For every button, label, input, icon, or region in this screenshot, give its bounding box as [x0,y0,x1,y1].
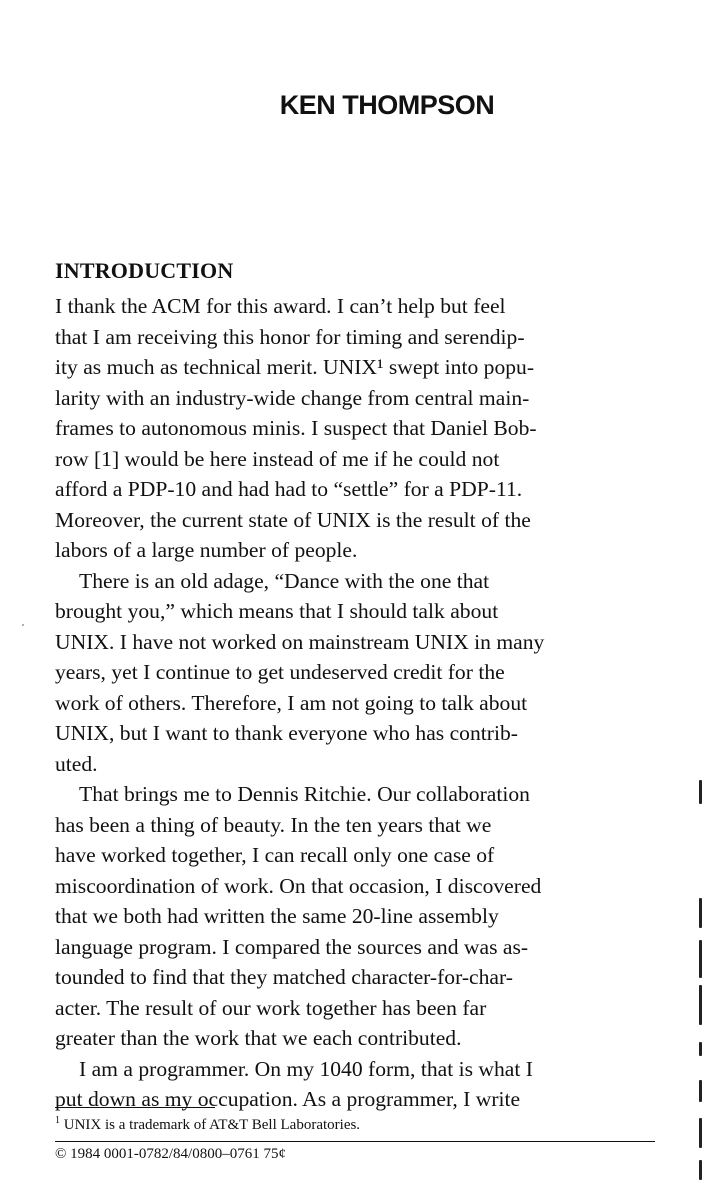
text-line: I thank the ACM for this award. I can’t help but feel [55,294,506,318]
footnote-rule [55,1107,215,1108]
scan-speck [22,624,24,626]
text-line: years, yet I continue to get undeserved credit for the [55,660,505,684]
text-line: That brings me to Dennis Ritchie. Our collaboration [79,782,530,806]
text-line: There is an old adage, “Dance with the one that [79,568,490,593]
author-name: KEN THOMPSON [279,90,495,120]
paragraph [55,779,655,1054]
text-line: tounded to find that they matched character-for-char- [55,965,513,989]
text-line: Moreover, the current state of UNIX is the result of the [55,507,531,532]
page-bottom-rule [55,1141,655,1142]
text-line: put down as my occupation. As a programmer, I write [55,1087,521,1111]
text-line: afford a PDP-10 and had had to “settle” for a PDP-11. [55,477,523,501]
text-line: row [1] would be here instead of me if he could not [55,446,500,471]
text-line: that we both had written the same 20-line assembly [55,904,499,928]
text-line: acter. The result of our work together has been far [55,995,487,1020]
text-line: UNIX. I have not worked on mainstream UNIX in many [55,629,545,654]
text-line: greater than the work that we each contributed. [55,1026,462,1050]
text-line: language program. I compared the sources and was as- [55,934,529,959]
paragraph [55,1054,655,1115]
scan-edge-artifact [698,780,704,1200]
text-line: miscoordination of work. On that occasion, I discovered [55,873,542,898]
text-line: frames to autonomous minis. I suspect that Daniel Bob- [55,416,537,440]
text-line: uted. [55,751,98,776]
text-line: brought you,” which means that I should talk about [55,599,499,623]
paragraph [55,566,655,780]
text-line: labors of a large number of people. [55,538,358,562]
text-line: have worked together, I can recall only one case of [55,843,495,867]
section-heading: INTRODUCTION [55,258,234,283]
paragraph [55,291,655,566]
text-line: ity as much as technical merit. UNIX¹ swept into popu- [55,355,535,379]
text-line: UNIX, but I want to thank everyone who has contrib- [55,721,518,745]
text-line: work of others. Therefore, I am not going to talk about [55,690,528,715]
text-line: larity with an industry-wide change from central main- [55,385,530,410]
footnote [55,1115,360,1134]
footnote-marker: 1 [55,1115,60,1126]
text-line: has been a thing of beauty. In the ten years that we [55,812,492,837]
footnote-text: UNIX is a trademark of AT&T Bell Laboratories. [60,1117,361,1133]
body-text [55,291,655,1115]
text-line: that I am receiving this honor for timing and serendip- [55,324,525,349]
text-line: I am a programmer. On my 1040 form, that is what I [79,1056,533,1081]
copyright-line: © 1984 0001-0782/84/0800–0761 75¢ [55,1146,286,1162]
